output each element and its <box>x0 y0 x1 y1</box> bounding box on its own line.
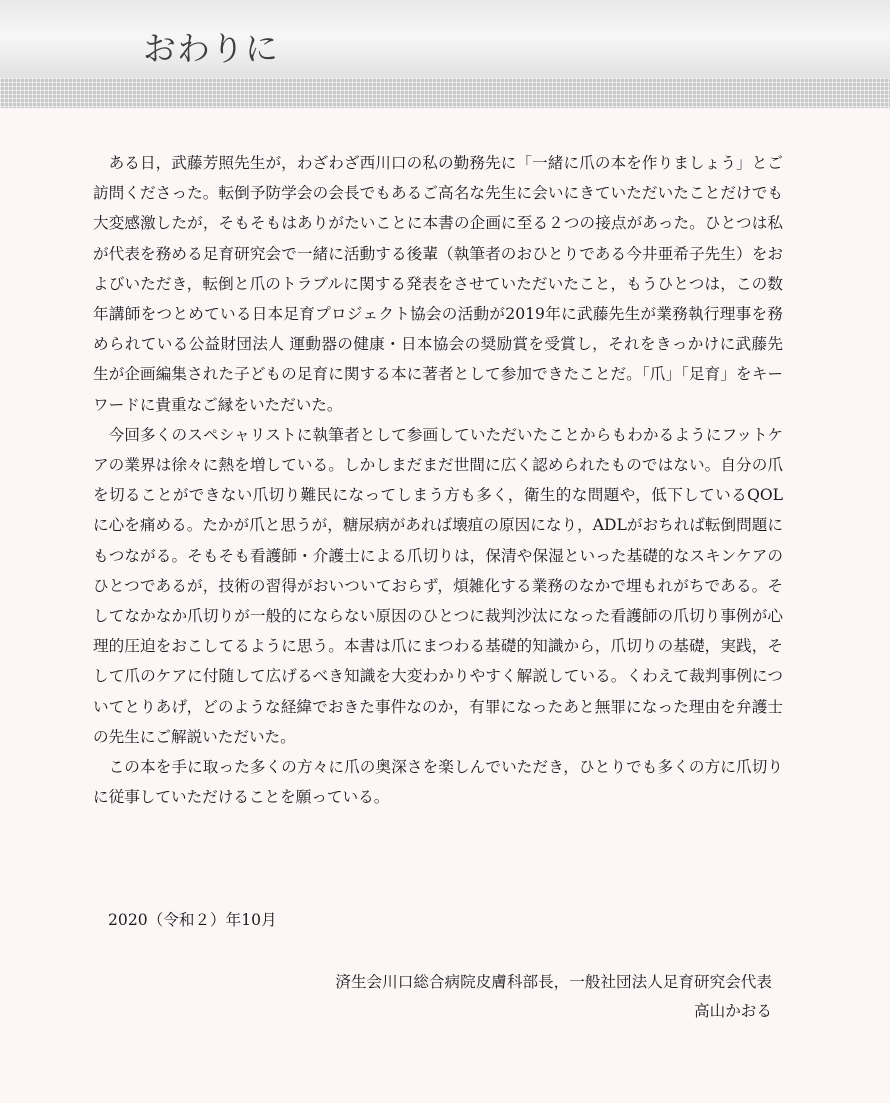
signature-block <box>335 968 772 1026</box>
decorative-checker-band <box>0 78 890 108</box>
page-title: おわりに <box>143 29 279 68</box>
paragraph: ある日，武藤芳照先生が，わざわざ西川口の私の勤務先に「一緒に爪の本を作りましょう」とご訪問くださった。転倒予防学会の会長でもあるご高名な先生に会いにきていただいたことだけでも大変感激したが，そもそもはありがたいことに本書の企画に至る２つの接点があった。ひとつは私が代表を務める足育研究会で一緒に活動する後輩（執筆者のおひとりである今井亜希子先生）をおよびいただき，転倒と爪のトラブルに関する発表をさせていただいたこと，もうひとつは，この数年講師をつとめている日本足育プロジェクト協会の活動が2019年に武藤先生が業務執行理事を務められている公益財団法人 運動器の健康・日本協会の奨励賞を受賞し，それをきっかけに武藤先生が企画編集された子どもの足育に関する本に著者として参加できたことだ。「爪」「足育」をキーワードに貴重なご縁をいただいた。 <box>93 154 783 414</box>
signature-affiliation: 済生会川口総合病院皮膚科部長，一般社団法人足育研究会代表 <box>335 973 772 991</box>
paragraph: 今回多くのスペシャリストに執筆者として参画していただいたことからもわかるようにフットケアの業界は徐々に熱を増している。しかしまだまだ世間に広く認められたものではない。自分の爪を切ることができない爪切り難民になってしまう方も多く，衛生的な問題や，低下しているQOLに心を痛める。たかが爪と思うが，糖尿病があれば壊疽の原因になり，ADLがおちれば転倒問題にもつながる。そもそも看護師・介護士による爪切りは，保清や保湿といった基礎的なスキンケアのひとつであるが，技術の習得がおいついておらず，煩雑化する業務のなかで埋もれがちである。そしてなかなか爪切りが一般的にならない原因のひとつに裁判沙汰になった看護師の爪切り事例が心理的圧迫をおこしてるように思う。本書は爪にまつわる基礎的知識から，爪切りの基礎，実践，そして爪のケアに付随して広げるべき知識を大変わかりやすく解説している。くわえて裁判事例についてとりあげ，どのような経緯でおきた事件なのか，有罪になったあと無罪になった理由を弁護士の先生にご解説いただいた。 <box>93 425 783 746</box>
paragraph: この本を手に取った多くの方々に爪の奥深さを楽しんでいただき，ひとりでも多くの方に爪切りに従事していただけることを願っている。 <box>93 758 783 807</box>
signature-name: 高山かおる <box>694 1002 772 1020</box>
date-line: 2020（令和２）年10月 <box>108 911 277 929</box>
header-band <box>0 0 890 78</box>
body-text <box>93 148 783 812</box>
